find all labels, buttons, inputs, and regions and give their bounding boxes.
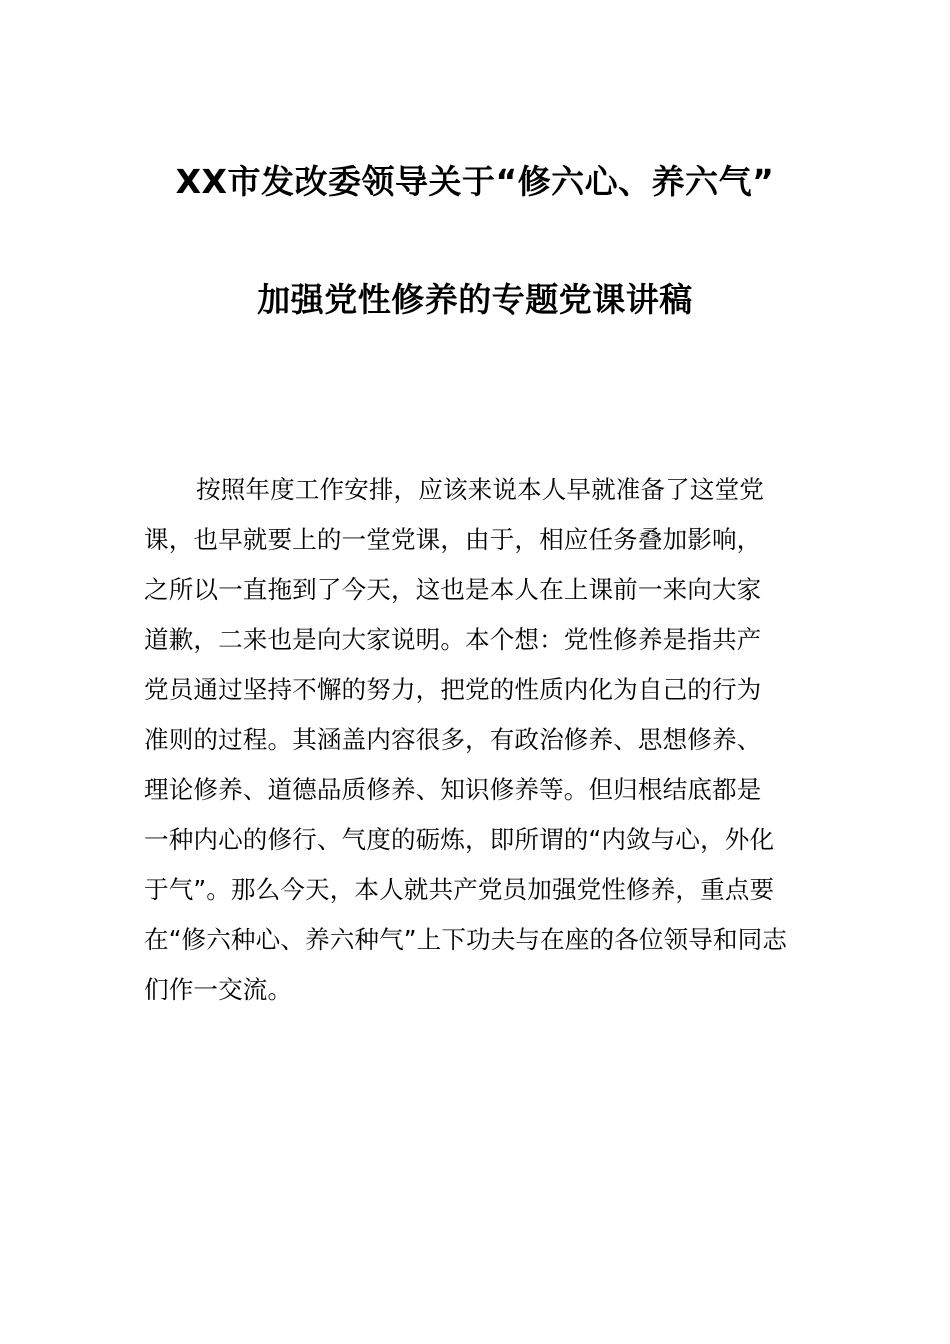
document-title-line-2: 加强党性修养的专题党课讲稿: [257, 280, 693, 319]
body-paragraph: [144, 465, 808, 1015]
paragraph-line: 理论修养、道德品质修养、知识修养等。但归根结底都是: [144, 775, 762, 804]
paragraph-line: 于气”。那么今天，本人就共产党员加强党性修养，重点要: [144, 875, 775, 904]
paragraph-line: 在“修六种心、养六种气”上下功夫与在座的各位领导和同志: [144, 925, 788, 954]
paragraph-line: 准则的过程。其涵盖内容很多，有政治修养、思想修养、: [144, 725, 762, 754]
paragraph-line: 按照年度工作安排，应该来说本人早就准备了这堂党: [196, 475, 764, 504]
paragraph-line: 课，也早就要上的一堂党课，由于，相应任务叠加影响，: [144, 525, 762, 554]
paragraph-line: 道歉，二来也是向大家说明。本个想：党性修养是指共产: [144, 625, 762, 654]
paragraph-line: 之所以一直拖到了今天，这也是本人在上课前一来向大家: [144, 575, 762, 604]
document-title-line-1: XX市发改委领导关于“修六心、养六气”: [175, 162, 775, 201]
paragraph-line: 们作一交流。: [144, 975, 293, 1004]
paragraph-line: 一种内心的修行、气度的砺炼，即所谓的“内敛与心，外化: [144, 825, 775, 854]
paragraph-line: 党员通过坚持不懈的努力，把党的性质内化为自己的行为: [144, 675, 762, 704]
